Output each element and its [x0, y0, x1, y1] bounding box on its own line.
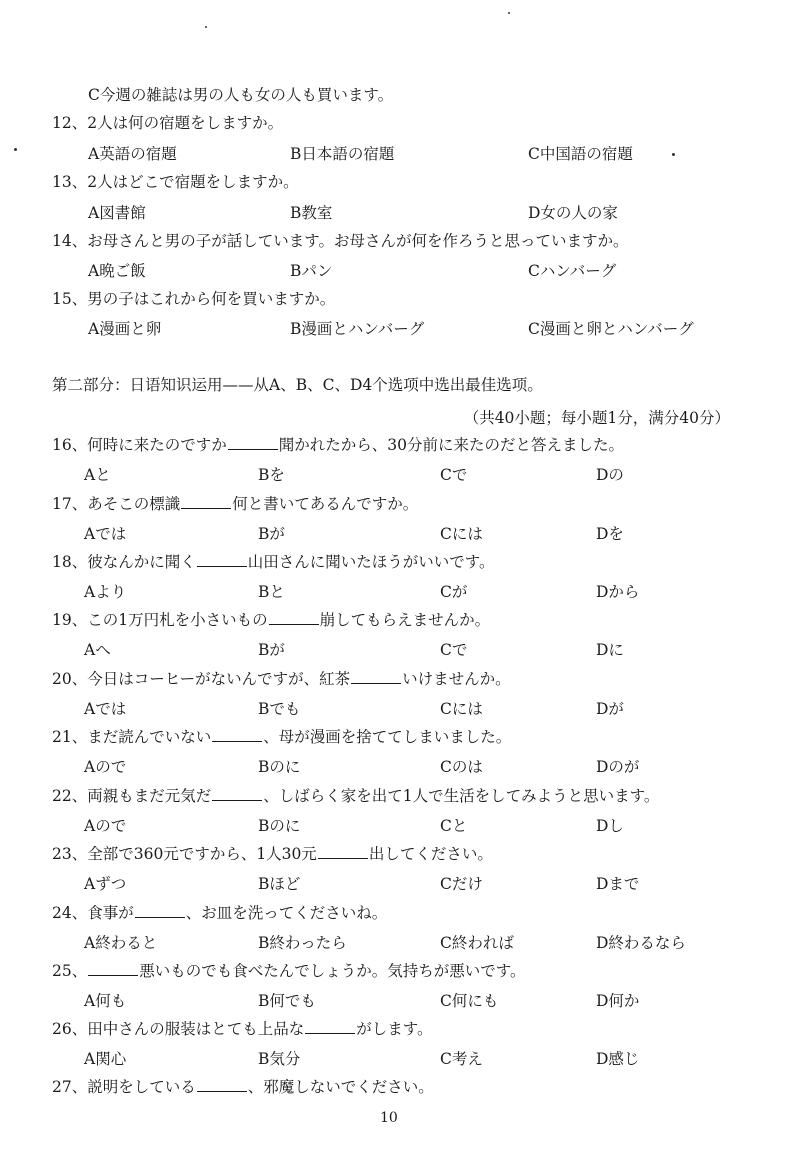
- question-number: 21、: [52, 728, 88, 746]
- question-12-options: [0, 139, 800, 169]
- option-c: C中国語の宿題: [528, 145, 633, 163]
- option-c: Cハンバーグ: [528, 262, 617, 280]
- question-number: 20、: [52, 670, 88, 688]
- question-number: 12、: [52, 114, 88, 132]
- question-text-post: 、お皿を洗ってくださいね。: [185, 904, 388, 922]
- option-d: Dを: [596, 525, 624, 543]
- question-text-post: いけませんか。: [402, 670, 511, 688]
- option-d: Dに: [596, 641, 624, 659]
- question-text: お母さんと男の子が話しています。お母さんが何を作ろうと思っていますか。: [87, 232, 629, 250]
- question-text-pre: 全部で360元ですから、1人30元: [87, 845, 317, 863]
- answer-blank: [305, 1019, 355, 1034]
- option-c: Cが: [440, 583, 468, 601]
- option-d: D感じ: [596, 1050, 640, 1068]
- question-number: 23、: [52, 845, 88, 863]
- answer-blank: [181, 494, 231, 509]
- page-number: 10: [380, 1110, 398, 1126]
- option-d: D何か: [596, 992, 640, 1010]
- continuation-option: C今週の雑誌は男の人も女の人も買います。: [88, 86, 394, 104]
- option-d: D女の人の家: [528, 204, 618, 222]
- option-a: A何も: [84, 992, 127, 1010]
- answer-blank: [197, 552, 247, 567]
- section-subtitle: （共40小题；每小题1分，满分40分）: [463, 409, 730, 427]
- option-b: B教室: [290, 204, 333, 222]
- answer-blank: [212, 727, 262, 742]
- option-c: Cと: [440, 817, 468, 835]
- option-a: Aでは: [84, 700, 127, 718]
- option-a: A漫画と卵: [88, 320, 162, 338]
- option-a: A関心: [84, 1050, 127, 1068]
- question-13: [0, 167, 800, 197]
- question-text-pre: 説明をしている: [87, 1078, 196, 1096]
- question-25-options: [0, 986, 800, 1016]
- answer-blank: [351, 669, 401, 684]
- option-c: C終われば: [440, 934, 514, 952]
- question-text: 2人は何の宿題をしますか。: [87, 114, 284, 132]
- option-c: C考え: [440, 1050, 483, 1068]
- option-b: Bほど: [258, 875, 301, 893]
- option-a: Aので: [84, 817, 127, 835]
- question-19: [0, 605, 800, 635]
- question-18: [0, 547, 800, 577]
- question-text-post: 何と書いてあるんですか。: [232, 495, 419, 513]
- continuation-line: [0, 80, 800, 110]
- answer-blank: [197, 1077, 247, 1092]
- question-26: [0, 1014, 800, 1044]
- option-b: B何でも: [258, 992, 316, 1010]
- scan-speck: [508, 12, 510, 14]
- option-a: A図書館: [88, 204, 146, 222]
- option-a: A終わると: [84, 934, 158, 952]
- option-b: B気分: [258, 1050, 301, 1068]
- question-text-pre: この1万円札を小さいもの: [87, 611, 268, 629]
- option-d: Dし: [596, 817, 624, 835]
- question-text-post: 崩してもらえませんか。: [319, 611, 491, 629]
- option-c: Cで: [440, 641, 468, 659]
- question-23-options: [0, 869, 800, 899]
- question-text-post: 聞かれたから、30分前に来たのだと答えました。: [278, 436, 624, 454]
- option-b: Bが: [258, 525, 285, 543]
- option-b: Bパン: [290, 262, 333, 280]
- option-c: Cには: [440, 525, 483, 543]
- question-text-pre: 両親もまだ元気だ: [87, 787, 212, 805]
- option-c: Cだけ: [440, 875, 483, 893]
- question-24-options: [0, 928, 800, 958]
- question-text-post: 、しばらく家を出て1人で生活をしてみようと思います。: [263, 787, 660, 805]
- question-15: [0, 284, 800, 314]
- option-a: Aので: [84, 758, 127, 776]
- question-number: 13、: [52, 173, 88, 191]
- option-b: Bを: [258, 466, 285, 484]
- option-b: Bと: [258, 583, 285, 601]
- option-d: Dのが: [596, 758, 640, 776]
- question-text-post: がします。: [356, 1020, 433, 1038]
- question-17: [0, 489, 800, 519]
- question-number: 18、: [52, 553, 88, 571]
- answer-blank: [135, 903, 185, 918]
- option-c: C何にも: [440, 992, 499, 1010]
- question-text: 2人はどこで宿題をしますか。: [87, 173, 299, 191]
- question-text-pre: 今日はコーヒーがないんですが、紅茶: [87, 670, 351, 688]
- option-a: Aずつ: [84, 875, 127, 893]
- answer-blank: [228, 435, 278, 450]
- section-title: 第二部分：日语知识运用——从A、B、C、D4个选项中选出最佳选项。: [52, 376, 543, 394]
- option-d: Dの: [596, 466, 624, 484]
- question-text-pre: 何時に来たのですか: [87, 436, 227, 454]
- option-a: A晩ご飯: [88, 262, 146, 280]
- question-21: [0, 722, 800, 752]
- option-b: Bのに: [258, 758, 301, 776]
- option-c: C漫画と卵とハンバーグ: [528, 320, 694, 338]
- question-text: 男の子はこれから何を買いますか。: [87, 290, 336, 308]
- option-c: Cには: [440, 700, 483, 718]
- question-text-post: 、母が漫画を捨ててしまいました。: [263, 728, 512, 746]
- question-number: 24、: [52, 904, 88, 922]
- option-b: B終わったら: [258, 934, 347, 952]
- question-16-options: [0, 460, 800, 490]
- option-c: Cで: [440, 466, 468, 484]
- question-16: [0, 430, 800, 460]
- answer-blank: [88, 961, 138, 976]
- scan-speck: [14, 148, 17, 151]
- question-text-post: 出してください。: [368, 845, 493, 863]
- question-number: 15、: [52, 290, 88, 308]
- question-number: 14、: [52, 232, 88, 250]
- question-22: [0, 781, 800, 811]
- option-c: Cのは: [440, 758, 483, 776]
- question-text-pre: あそこの標識: [87, 495, 181, 513]
- question-text-post: 悪いものでも食べたんでしょうか。気持ちが悪いです。: [139, 962, 526, 980]
- question-17-options: [0, 519, 800, 549]
- question-text-post: 山田さんに聞いたほうがいいです。: [247, 553, 495, 571]
- option-d: Dまで: [596, 875, 640, 893]
- question-number: 27、: [52, 1078, 88, 1096]
- question-22-options: [0, 811, 800, 841]
- question-27: [0, 1072, 800, 1102]
- question-14-options: [0, 256, 800, 286]
- question-21-options: [0, 752, 800, 782]
- scan-speck: [205, 26, 207, 28]
- question-12: [0, 108, 800, 138]
- question-number: 25、: [52, 962, 88, 980]
- question-number: 22、: [52, 787, 88, 805]
- option-b: Bのに: [258, 817, 301, 835]
- question-25: [0, 956, 800, 986]
- question-number: 19、: [52, 611, 88, 629]
- question-24: [0, 898, 800, 928]
- question-20-options: [0, 694, 800, 724]
- option-a: Aへ: [84, 641, 111, 659]
- answer-blank: [269, 610, 319, 625]
- scan-speck: [672, 153, 675, 156]
- question-23: [0, 839, 800, 869]
- option-b: B日本語の宿題: [290, 145, 395, 163]
- option-a: Aでは: [84, 525, 127, 543]
- option-d: D終わるなら: [596, 934, 686, 952]
- question-20: [0, 664, 800, 694]
- question-number: 16、: [52, 436, 88, 454]
- option-b: Bでも: [258, 700, 301, 718]
- option-b: Bが: [258, 641, 285, 659]
- option-a: Aより: [84, 583, 127, 601]
- option-d: Dが: [596, 700, 624, 718]
- question-13-options: [0, 198, 800, 228]
- question-number: 17、: [52, 495, 88, 513]
- question-text-post: 、邪魔しないでください。: [247, 1078, 434, 1096]
- question-text-pre: まだ読んでいない: [87, 728, 212, 746]
- question-text-pre: 彼なんかに聞く: [87, 553, 196, 571]
- answer-blank: [212, 786, 262, 801]
- question-19-options: [0, 635, 800, 665]
- option-d: Dから: [596, 583, 640, 601]
- question-14: [0, 226, 800, 256]
- answer-blank: [318, 844, 368, 859]
- option-a: A英語の宿題: [88, 145, 177, 163]
- question-text-pre: 田中さんの服装はとても上品な: [87, 1020, 305, 1038]
- option-a: Aと: [84, 466, 111, 484]
- question-text-pre: 食事が: [87, 904, 134, 922]
- option-b: B漫画とハンバーグ: [290, 320, 425, 338]
- question-number: 26、: [52, 1020, 88, 1038]
- question-26-options: [0, 1044, 800, 1074]
- question-15-options: [0, 314, 800, 344]
- question-18-options: [0, 577, 800, 607]
